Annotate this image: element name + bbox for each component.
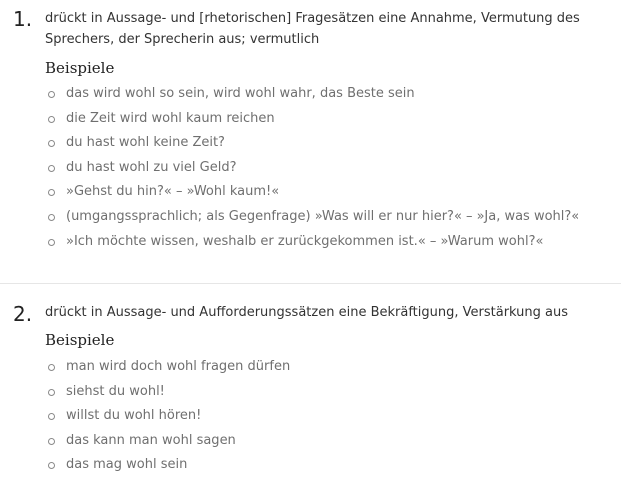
bullet-icon [48,389,55,396]
example-item [48,131,579,156]
bullet-icon [48,140,55,147]
example-item [48,205,579,230]
example-item [48,429,290,454]
bullet-icon [48,462,55,469]
sense-number: 1. [13,7,33,31]
example-text: »Gehst du hin?« – »Wohl kaum!« [66,184,280,200]
bullet-icon [48,116,55,123]
sense-2 [0,283,621,483]
sense-definition: drückt in Aussage- und Aufforderungssätzen eine Bekräftigung, Verstärkung aus [45,305,569,320]
example-item [48,82,579,107]
bullet-icon [48,165,55,172]
bullet-icon [48,91,55,98]
bullet-icon [48,364,55,371]
bullet-icon [48,239,55,246]
example-item [48,230,579,255]
examples-heading: Beispiele [45,59,115,77]
example-item [48,156,579,181]
bullet-icon [48,214,55,221]
example-text: (umgangssprachlich; als Gegenfrage) »Was will er nur hier?« – »Ja, was wohl?« [66,208,580,224]
example-item [48,380,290,405]
example-text: siehst du wohl! [66,383,165,399]
example-item [48,180,579,205]
example-item [48,355,290,380]
example-item [48,107,579,132]
example-text: man wird doch wohl fragen dürfen [66,359,291,374]
sense-definition: drückt in Aussage- und [rhetorischen] Fragesätzen eine Annahme, Vermutung des Sprechers, der Sprecherin aus; vermutlich [45,11,580,47]
example-text: du hast wohl keine Zeit? [66,135,225,151]
example-text: die Zeit wird wohl kaum reichen [66,110,275,126]
example-text: du hast wohl zu viel Geld? [66,159,237,175]
example-text: willst du wohl hören! [66,408,202,424]
bullet-icon [48,413,55,420]
sense-number: 2. [13,302,33,326]
example-item [48,453,290,478]
examples-list [48,355,290,478]
example-item [48,404,290,429]
examples-heading: Beispiele [45,331,115,349]
bullet-icon [48,438,55,445]
example-text: das wird wohl so sein, wird wohl wahr, das Beste sein [66,86,415,101]
example-text: das mag wohl sein [66,457,188,473]
examples-list [48,82,579,254]
example-text: das kann man wohl sagen [66,432,236,448]
example-text: »Ich möchte wissen, weshalb er zurückgekommen ist.« – »Warum wohl?« [66,233,544,249]
bullet-icon [48,189,55,196]
